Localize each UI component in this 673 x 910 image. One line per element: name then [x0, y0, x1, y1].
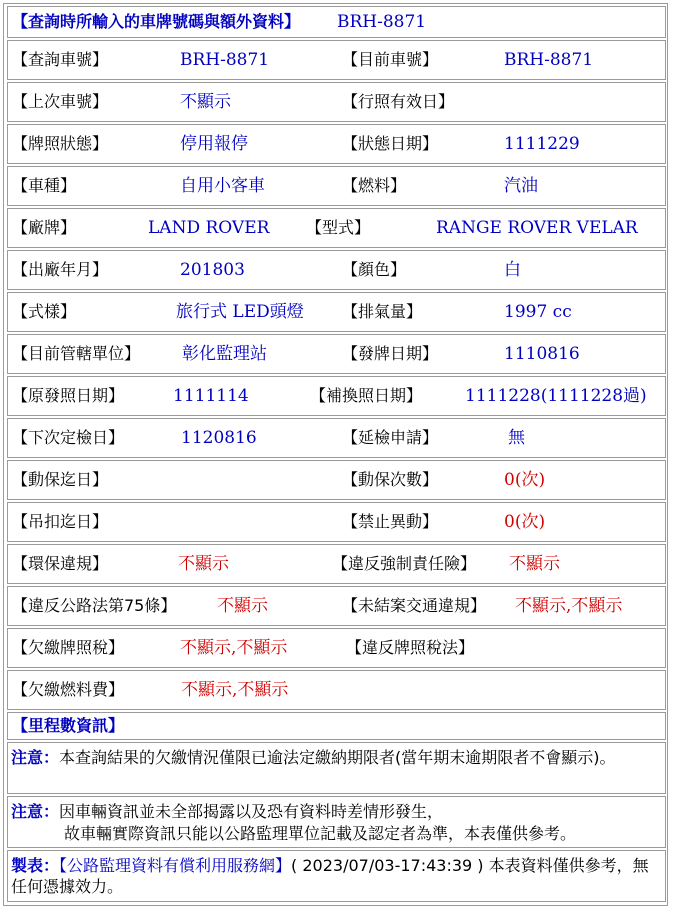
field-label: 【車種】 — [12, 176, 77, 195]
field-label: 【牌照狀態】 — [12, 134, 109, 153]
table-row — [7, 628, 666, 668]
field-label: 【原發照日期】 — [12, 386, 125, 405]
field-value: 汽油 — [504, 176, 538, 196]
field-value: 不顯示,不顯示 — [515, 596, 623, 616]
field-label: 【目前車號】 — [342, 50, 439, 69]
field-value: 0(次) — [504, 470, 546, 490]
field-value: 201803 — [180, 260, 245, 280]
note-label: 製表： — [11, 856, 60, 875]
field-label: 【違反強制責任險】 — [332, 554, 477, 573]
note-body: 本查詢結果的欠繳情況僅限已逾法定繳納期限者(當年期末逾期限者不會顯示)。 — [59, 748, 616, 767]
table-row — [7, 124, 666, 164]
note-source-text — [11, 855, 662, 897]
field-value: 1997 cc — [504, 302, 572, 322]
field-label: 【欠繳牌照稅】 — [12, 638, 125, 657]
field-label: 【補換照日期】 — [310, 386, 423, 405]
field-label: 【型式】 — [306, 218, 371, 237]
field-label: 【欠繳燃料費】 — [12, 680, 125, 699]
note-label: 注意： — [11, 802, 60, 821]
field-label: 【未結案交通違規】 — [342, 596, 487, 615]
note-source — [7, 850, 666, 902]
field-label: 【發牌日期】 — [342, 344, 439, 363]
field-label: 【動保次數】 — [342, 470, 439, 489]
field-label: 【環保違規】 — [12, 554, 109, 573]
note-overdue-text — [11, 747, 662, 768]
table-row — [7, 418, 666, 458]
table-row — [7, 376, 666, 416]
note-body: 因車輛資訊並未全部揭露以及恐有資料時差情形發生， — [59, 802, 444, 821]
report-title: 【查詢時所輸入的車牌號碼與額外資料】 — [12, 12, 301, 31]
field-label: 【狀態日期】 — [342, 134, 439, 153]
field-value: 旅行式 LED頭燈 — [176, 302, 304, 322]
field-value: 停用報停 — [180, 134, 248, 154]
note-disclaimer-text — [11, 801, 662, 822]
field-value: 不顯示 — [180, 92, 231, 112]
field-label: 【違反公路法第75條】 — [12, 596, 177, 615]
field-label: 【動保迄日】 — [12, 470, 109, 489]
field-value: 1111114 — [173, 386, 249, 406]
field-value: RANGE ROVER VELAR — [436, 218, 638, 238]
table-row — [7, 334, 666, 374]
mileage-title: 【里程數資訊】 — [12, 716, 125, 735]
field-label: 【排氣量】 — [342, 302, 423, 321]
field-label: 【禁止異動】 — [342, 512, 439, 531]
field-value: 1120816 — [181, 428, 257, 448]
field-value: 彰化監理站 — [182, 344, 267, 364]
note-body: 故車輛實際資訊只能以公路監理單位記載及認定者為準，本表僅供參考。 — [64, 824, 577, 843]
field-label: 【顏色】 — [342, 260, 407, 279]
table-row — [7, 40, 666, 80]
mileage-section — [7, 712, 666, 740]
field-value: BRH-8871 — [504, 50, 594, 70]
note-disclaimer — [7, 796, 666, 848]
field-label: 【吊扣迄日】 — [12, 512, 109, 531]
note-disclaimer-line2 — [64, 823, 662, 844]
table-row — [7, 544, 666, 584]
field-value: 1111228(1111228過) — [465, 386, 647, 406]
field-value: LAND ROVER — [148, 218, 270, 238]
field-value: 不顯示 — [217, 596, 268, 616]
field-label: 【式樣】 — [12, 302, 77, 321]
field-value: 不顯示,不顯示 — [180, 638, 288, 658]
table-row — [7, 502, 666, 542]
table-row — [7, 460, 666, 500]
field-value: 自用小客車 — [180, 176, 265, 196]
field-value: 不顯示,不顯示 — [181, 680, 289, 700]
field-value: 1111229 — [504, 134, 580, 154]
field-label: 【查詢車號】 — [12, 50, 109, 69]
note-body: ( 2023/07/03-17:43:39 ) 本表資料僅供參考，無任何憑據效力。 — [11, 856, 649, 896]
report-header — [7, 6, 666, 38]
field-value: 1110816 — [504, 344, 580, 364]
field-label: 【廠牌】 — [12, 218, 77, 237]
field-label: 【目前管轄單位】 — [12, 344, 141, 363]
field-label: 【違反牌照稅法】 — [346, 638, 475, 657]
report-plate: BRH-8871 — [337, 12, 427, 32]
note-overdue — [7, 742, 666, 794]
field-label: 【燃料】 — [342, 176, 407, 195]
table-row — [7, 166, 666, 206]
source-link[interactable]: 【公路監理資料有償利用服務網】 — [59, 856, 292, 875]
table-row — [7, 586, 666, 626]
field-value: 無 — [508, 428, 525, 448]
table-row — [7, 250, 666, 290]
table-row — [7, 82, 666, 122]
table-row — [7, 208, 666, 248]
field-value: 0(次) — [504, 512, 546, 532]
field-value: 白 — [504, 260, 521, 280]
field-label: 【上次車號】 — [12, 92, 109, 111]
table-row — [7, 670, 666, 710]
field-label: 【延檢申請】 — [342, 428, 439, 447]
field-label: 【下次定檢日】 — [12, 428, 125, 447]
field-label: 【行照有效日】 — [342, 92, 455, 111]
table-row — [7, 292, 666, 332]
field-label: 【出廠年月】 — [12, 260, 109, 279]
note-label: 注意： — [11, 748, 60, 767]
field-value: 不顯示 — [509, 554, 560, 574]
field-value: BRH-8871 — [180, 50, 270, 70]
field-value: 不顯示 — [178, 554, 229, 574]
